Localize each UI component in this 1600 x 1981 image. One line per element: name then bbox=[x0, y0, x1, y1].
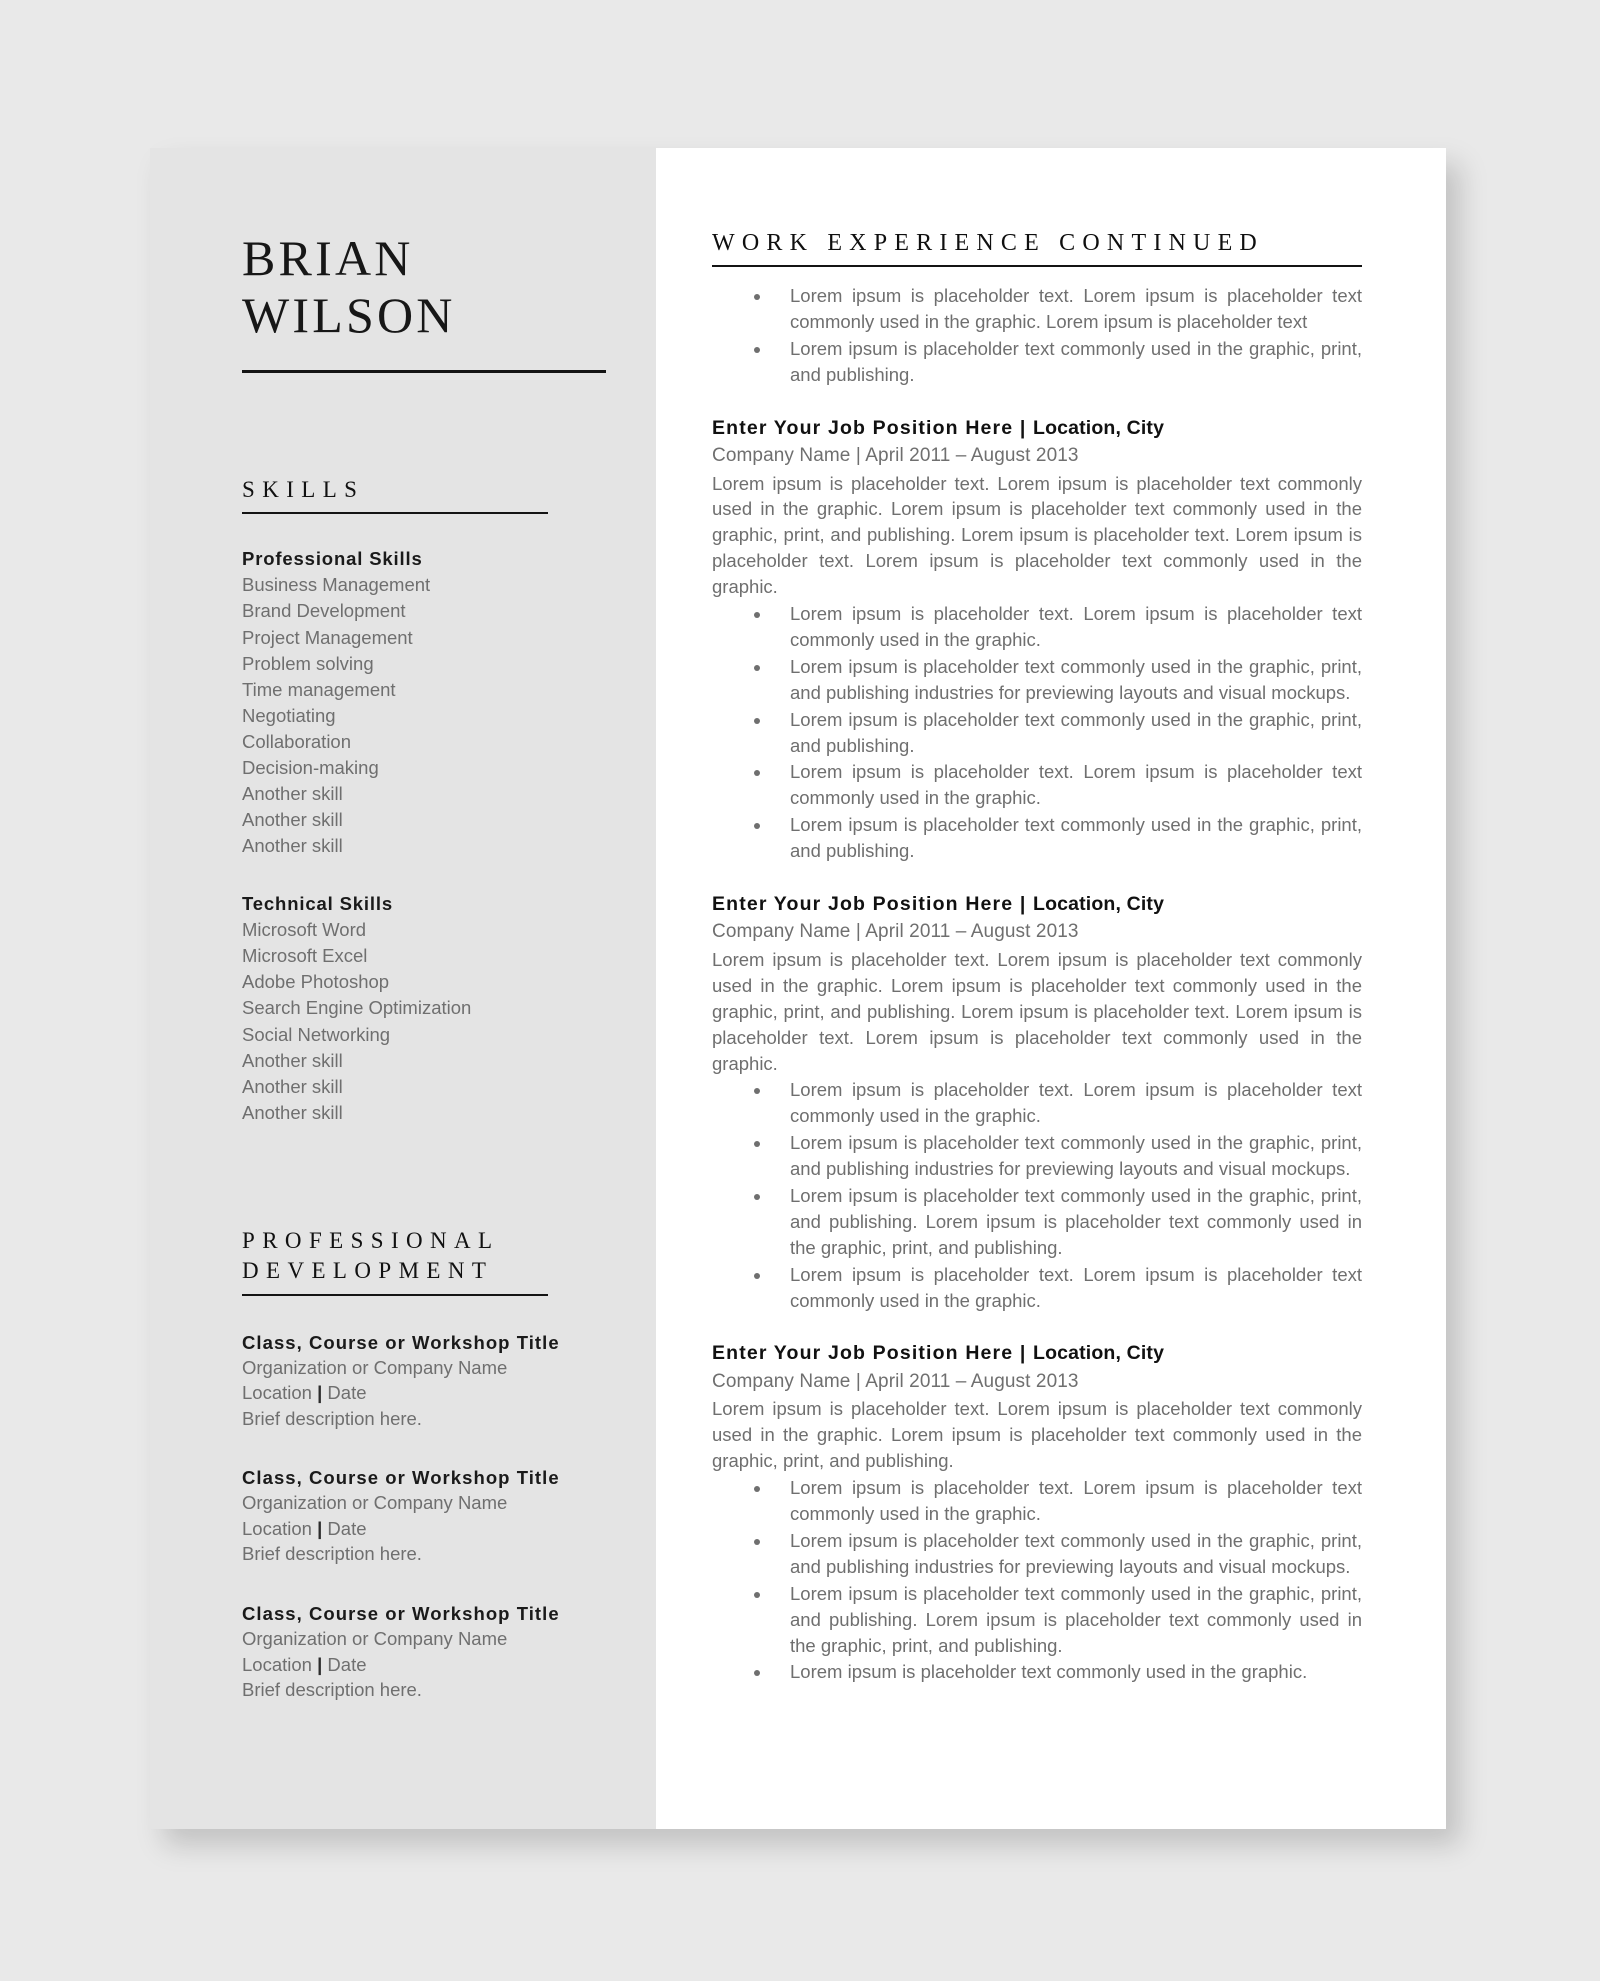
professional-development-heading-line1: PROFESSIONAL bbox=[242, 1227, 500, 1253]
course-location: Location bbox=[242, 1382, 312, 1404]
resume-page bbox=[150, 148, 1446, 1829]
candidate-last-name: WILSON bbox=[242, 287, 456, 343]
job-position: Enter Your Job Position Here bbox=[712, 892, 1014, 915]
name-divider bbox=[242, 370, 606, 373]
job-location: Location, City bbox=[1033, 892, 1165, 915]
job-position: Enter Your Job Position Here bbox=[712, 416, 1014, 439]
skills-heading: SKILLS bbox=[242, 477, 365, 502]
job-dates: April 2011 – August 2013 bbox=[865, 444, 1079, 466]
job-bullet-list bbox=[712, 1475, 1362, 1685]
job-company-separator: | bbox=[855, 1370, 861, 1392]
bullet-item: Lorem ipsum is placeholder text commonly used in the graphic, print, and publishing. bbox=[712, 707, 1362, 759]
skill-group-technical bbox=[242, 893, 594, 1126]
job-entry bbox=[712, 415, 1362, 864]
professional-development-heading-line2: DEVELOPMENT bbox=[242, 1258, 494, 1284]
course-organization: Organization or Company Name bbox=[242, 1356, 508, 1378]
bullet-item: Lorem ipsum is placeholder text. Lorem ipsum is placeholder text commonly used in the graphic. bbox=[712, 601, 1362, 653]
skill-item: Microsoft Word bbox=[242, 919, 367, 941]
course-separator: | bbox=[317, 1382, 323, 1404]
course-description: Brief description here. bbox=[242, 1407, 422, 1429]
skill-item: Social Networking bbox=[242, 1023, 391, 1045]
job-title-line bbox=[712, 415, 1362, 442]
skills-section bbox=[242, 475, 594, 1126]
skill-item: Another skill bbox=[242, 1101, 343, 1123]
job-position: Enter Your Job Position Here bbox=[712, 1342, 1014, 1365]
course-description: Brief description here. bbox=[242, 1543, 422, 1565]
job-entry bbox=[712, 891, 1362, 1314]
candidate-name-block bbox=[242, 230, 594, 373]
professional-development-entry bbox=[242, 1601, 594, 1703]
job-title-separator: | bbox=[1019, 1342, 1027, 1365]
skill-item: Adobe Photoshop bbox=[242, 971, 390, 993]
job-description: Lorem ipsum is placeholder text. Lorem ipsum is placeholder text commonly used in the graphic. Lorem ipsum is placeholder text commonly used in the graphic, print, and publishing. bbox=[712, 1398, 1362, 1472]
skill-group-title: Technical Skills bbox=[242, 893, 394, 915]
professional-development-section bbox=[242, 1226, 594, 1703]
course-location-date bbox=[242, 1516, 594, 1542]
work-experience-heading-divider bbox=[712, 265, 1362, 267]
skill-group-professional bbox=[242, 548, 594, 859]
skill-item: Project Management bbox=[242, 626, 413, 648]
job-bullet-list bbox=[712, 1077, 1362, 1313]
professional-development-heading-divider bbox=[242, 1294, 548, 1296]
job-entry bbox=[712, 1340, 1362, 1685]
job-bullet-list bbox=[712, 601, 1362, 864]
main-content bbox=[656, 148, 1446, 1829]
course-title: Class, Course or Workshop Title bbox=[242, 1602, 560, 1624]
course-date: Date bbox=[327, 1517, 367, 1539]
bullet-item: Lorem ipsum is placeholder text commonly used in the graphic, print, and publishing industries for previewing layouts and visual mockups. bbox=[712, 654, 1362, 706]
professional-development-entry bbox=[242, 1330, 594, 1432]
job-company-line bbox=[712, 442, 1362, 470]
skill-item: Negotiating bbox=[242, 704, 336, 726]
course-separator: | bbox=[317, 1517, 323, 1539]
course-title: Class, Course or Workshop Title bbox=[242, 1331, 560, 1353]
job-title-separator: | bbox=[1019, 892, 1027, 915]
bullet-item: Lorem ipsum is placeholder text. Lorem ipsum is placeholder text commonly used in the graphic. bbox=[712, 759, 1362, 811]
bullet-item: Lorem ipsum is placeholder text. Lorem ipsum is placeholder text commonly used in the graphic. bbox=[712, 1077, 1362, 1129]
intro-bullet-list bbox=[712, 283, 1362, 388]
course-organization: Organization or Company Name bbox=[242, 1628, 508, 1650]
job-company: Company Name bbox=[712, 444, 851, 466]
bullet-item: Lorem ipsum is placeholder text commonly used in the graphic, print, and publishing industries for previewing layouts and visual mockups. bbox=[712, 1528, 1362, 1580]
course-title: Class, Course or Workshop Title bbox=[242, 1467, 560, 1489]
job-location: Location, City bbox=[1033, 416, 1165, 439]
course-date: Date bbox=[327, 1653, 367, 1675]
skills-heading-divider bbox=[242, 512, 548, 514]
bullet-item: Lorem ipsum is placeholder text. Lorem ipsum is placeholder text commonly used in the graphic. Lorem ipsum is placeholder text bbox=[712, 283, 1362, 335]
course-date: Date bbox=[327, 1382, 367, 1404]
job-description: Lorem ipsum is placeholder text. Lorem ipsum is placeholder text commonly used in the graphic. Lorem ipsum is placeholder text commonly used in the graphic, print, and publishing. Lorem ipsum is placeholder text. Lorem ipsum is placeholder text. Lorem ipsum is placeholder text commonly used in the graphic. bbox=[712, 472, 1362, 598]
course-location-date bbox=[242, 1380, 594, 1406]
work-experience-heading: WORK EXPERIENCE CONTINUED bbox=[712, 230, 1264, 256]
bullet-item: Lorem ipsum is placeholder text commonly used in the graphic. bbox=[712, 1659, 1362, 1685]
bullet-item: Lorem ipsum is placeholder text commonly used in the graphic, print, and publishing. Lorem ipsum is placeholder text commonly used in the graphic, print, and publishing. bbox=[712, 1581, 1362, 1659]
job-company-line bbox=[712, 918, 1362, 946]
job-dates: April 2011 – August 2013 bbox=[865, 1370, 1079, 1392]
sidebar bbox=[150, 148, 656, 1829]
skill-item: Another skill bbox=[242, 809, 343, 831]
job-company-line bbox=[712, 1368, 1362, 1396]
bullet-item: Lorem ipsum is placeholder text. Lorem ipsum is placeholder text commonly used in the graphic. bbox=[712, 1475, 1362, 1527]
skill-item: Another skill bbox=[242, 835, 343, 857]
course-location: Location bbox=[242, 1517, 312, 1539]
job-company: Company Name bbox=[712, 921, 851, 943]
skill-item: Another skill bbox=[242, 1049, 343, 1071]
professional-development-entry bbox=[242, 1465, 594, 1567]
job-company-separator: | bbox=[855, 444, 861, 466]
job-location: Location, City bbox=[1033, 1342, 1165, 1365]
skill-item: Time management bbox=[242, 678, 396, 700]
course-location: Location bbox=[242, 1653, 312, 1675]
skill-item: Brand Development bbox=[242, 600, 406, 622]
bullet-item: Lorem ipsum is placeholder text commonly used in the graphic, print, and publishing. bbox=[712, 812, 1362, 864]
job-company: Company Name bbox=[712, 1370, 851, 1392]
job-description: Lorem ipsum is placeholder text. Lorem ipsum is placeholder text commonly used in the graphic. Lorem ipsum is placeholder text commonly used in the graphic, print, and publishing. Lorem ipsum is placeholder text. Lorem ipsum is placeholder text. Lorem ipsum is placeholder text commonly used in the graphic. bbox=[712, 948, 1362, 1074]
skill-item: Decision-making bbox=[242, 756, 379, 778]
skill-item: Microsoft Excel bbox=[242, 945, 368, 967]
job-company-separator: | bbox=[855, 921, 861, 943]
course-organization: Organization or Company Name bbox=[242, 1492, 508, 1514]
job-title-line bbox=[712, 891, 1362, 918]
candidate-first-name: BRIAN bbox=[242, 230, 414, 286]
job-title-line bbox=[712, 1340, 1362, 1367]
skill-item: Collaboration bbox=[242, 730, 352, 752]
course-description: Brief description here. bbox=[242, 1679, 422, 1701]
skill-item: Business Management bbox=[242, 574, 431, 596]
skill-item: Search Engine Optimization bbox=[242, 997, 472, 1019]
bullet-item: Lorem ipsum is placeholder text commonly used in the graphic, print, and publishing. bbox=[712, 336, 1362, 388]
course-separator: | bbox=[317, 1653, 323, 1675]
job-title-separator: | bbox=[1019, 416, 1027, 439]
course-location-date bbox=[242, 1652, 594, 1678]
skill-item: Problem solving bbox=[242, 652, 374, 674]
bullet-item: Lorem ipsum is placeholder text. Lorem ipsum is placeholder text commonly used in the graphic. bbox=[712, 1262, 1362, 1314]
skill-item: Another skill bbox=[242, 1075, 343, 1097]
bullet-item: Lorem ipsum is placeholder text commonly used in the graphic, print, and publishing industries for previewing layouts and visual mockups. bbox=[712, 1130, 1362, 1182]
skill-item: Another skill bbox=[242, 782, 343, 804]
skill-group-title: Professional Skills bbox=[242, 548, 423, 570]
bullet-item: Lorem ipsum is placeholder text commonly used in the graphic, print, and publishing. Lorem ipsum is placeholder text commonly used in the graphic, print, and publishing. bbox=[712, 1183, 1362, 1261]
job-dates: April 2011 – August 2013 bbox=[865, 921, 1079, 943]
